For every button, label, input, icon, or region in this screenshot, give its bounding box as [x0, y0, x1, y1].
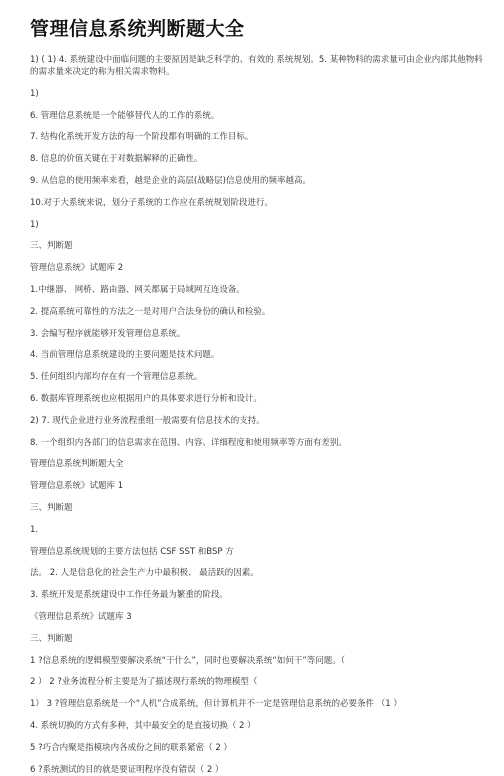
paragraph-1: 1) ( 1) 4. 系统建设中面临问题的主要原因是缺乏科学的、有效的 系统规划。5. 某种物料的需求量可由企业内部其他物料的需求量来决定的称为相关需求物料。 [30, 55, 483, 77]
paragraph-15: 5. 任何组织内部均存在有一个管理信息系统。 [30, 372, 203, 383]
paragraph-2: 1) [30, 88, 39, 99]
question-bank-title: 管理信息系统》试题库 1 [30, 481, 124, 492]
paragraph-30: 1） 3 ?管理信息系统是一个“人机”合成系统，但计算机并不一定是管理信息系统的必要条件 （1 ） [30, 699, 402, 710]
paragraph-32: 5 ?巧合内聚是指模块内各成份之间的联系紧密（ 2 ） [30, 742, 232, 753]
paragraph-29: 2 ） 2 ?业务流程分析主要是为了描述现行系统的物理模型（ [30, 677, 258, 688]
page-title: 管理信息系统判断题大全 [30, 18, 245, 40]
paragraph-12: 2. 提高系统可靠性的方法之一是对用户合法身份的确认和检验。 [30, 306, 271, 317]
paragraph-8: 1) [30, 219, 39, 230]
paragraph-18: 8. 一个组织内各部门的信息需求在范围、内容、详细程度和使用频率等方面有差别。 [30, 437, 347, 448]
document-subtitle: 管理信息系统判断题大全 [30, 459, 124, 470]
section-heading: 三、判断题 [30, 633, 73, 644]
paragraph-24: 法。 2. 人是信息化的社会生产力中最积极、 最活跃的因素。 [30, 568, 259, 579]
paragraph-11: 1.中继器、 网桥、路由器、网关都属于局域网互连设备。 [30, 284, 245, 295]
paragraph-6: 9. 从信息的使用频率来看，越是企业的高层(战略层)信息使用的频率越高。 [30, 175, 311, 186]
paragraph-28: 1 ?信息系统的逻辑模型要解决系统“干什么”，同时也要解决系统“如何干”等问题。（ [30, 655, 345, 666]
paragraph-16: 6. 数据库管理系统也应根据用户的具体要求进行分析和设计。 [30, 393, 262, 404]
paragraph-5: 8. 信息的价值关键在于对数据解释的正确性。 [30, 154, 203, 165]
paragraph-4: 7. 结构化系统开发方法的每一个阶段都有明确的工作目标。 [30, 132, 254, 143]
paragraph-13: 3. 会编写程序就能够开发管理信息系统。 [30, 328, 186, 339]
paragraph-17: 2) 7. 现代企业进行业务流程重组一般需要有信息技术的支持。 [30, 415, 265, 426]
paragraph-7: 10.对于大系统来说，划分子系统的工作应在系统规划阶段进行。 [30, 197, 274, 208]
paragraph-33: 6 ?系统测试的目的就是要证明程序没有错误（ 2 ） [30, 764, 224, 775]
section-heading: 三、判断题 [30, 241, 73, 252]
section-heading: 三、判断题 [30, 502, 73, 513]
paragraph-14: 4. 当前管理信息系统建设的主要问题是技术问题。 [30, 350, 220, 361]
paragraph-22: 1. [30, 524, 39, 535]
paragraph-25: 3. 系统开发是系统建设中工作任务最为繁重的阶段。 [30, 590, 228, 601]
document-body [30, 54, 490, 776]
paragraph-23: 管理信息系统规划的主要方法包括 CSF SST 和BSP 方 [30, 546, 234, 557]
paragraph-3: 6. 管理信息系统是一个能够替代人的工作的系统。 [30, 110, 220, 121]
question-bank-title: 《管理信息系统》试题库 3 [30, 611, 132, 622]
paragraph-31: 4. 系统切换的方式有多种，其中最安全的是直接切换（ 2 ） [30, 720, 256, 731]
question-bank-title: 管理信息系统》试题库 2 [30, 263, 124, 274]
